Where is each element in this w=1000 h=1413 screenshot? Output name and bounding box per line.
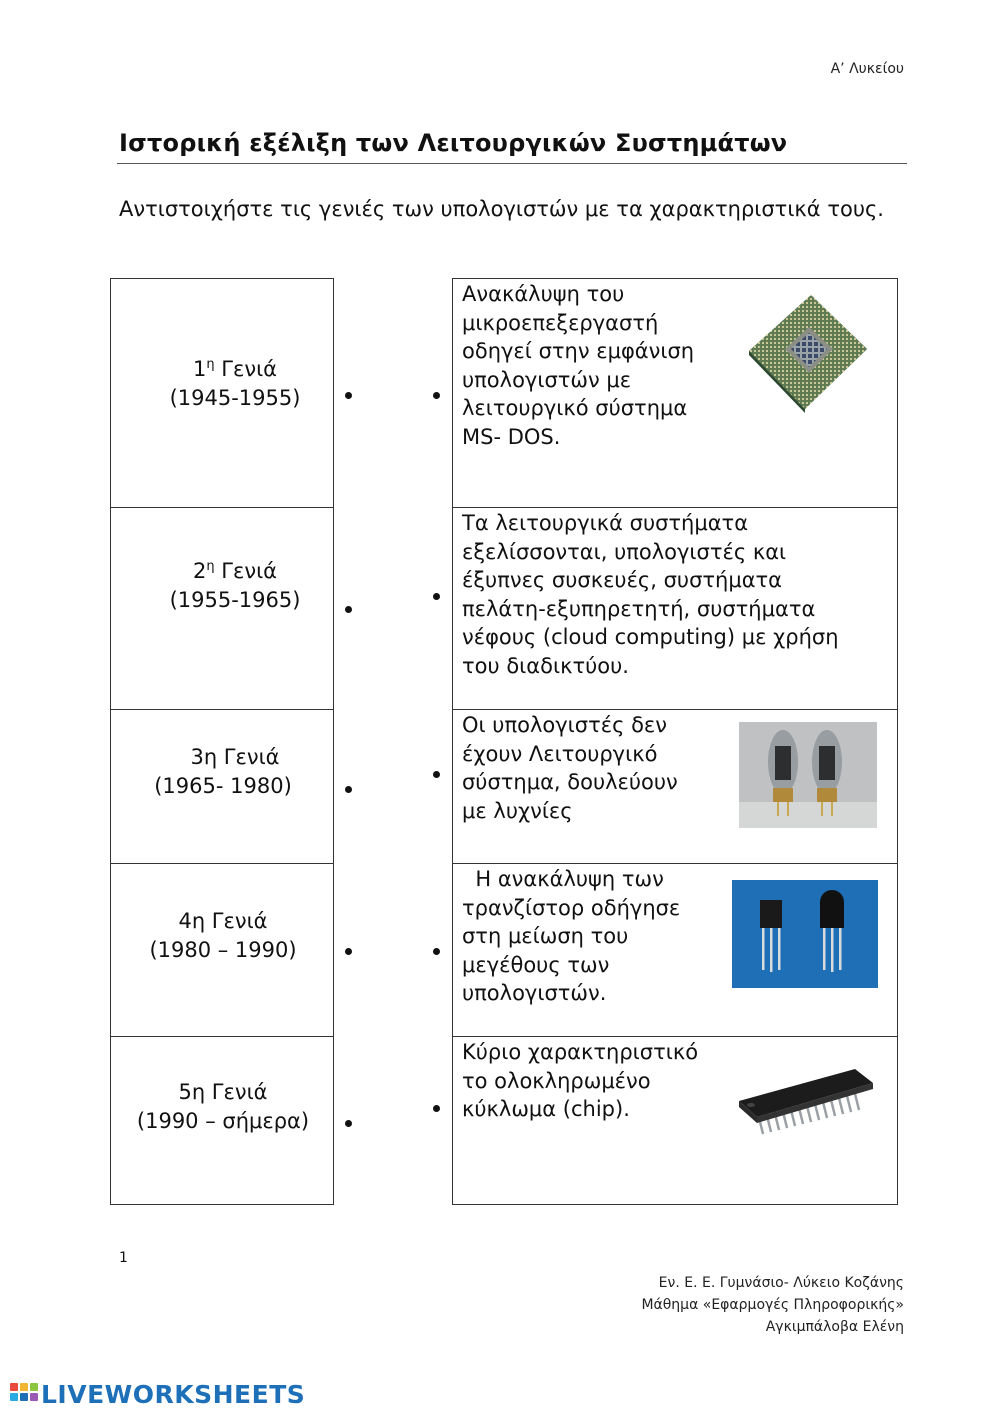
title-underline (117, 163, 907, 164)
generation-years-3: (1965- 1980) (154, 774, 292, 798)
generation-years-1: (1945-1955) (169, 386, 301, 410)
generation-box-3 (110, 709, 334, 864)
logo-text: LIVEWORKSHEETS (41, 1380, 306, 1409)
instruction-text: Αντιστοιχήστε τις γενιές των υπολογιστών με τα χαρακτηριστικά τους. (119, 197, 884, 221)
description-box-3 (452, 709, 898, 864)
match-dot-right-4[interactable] (433, 948, 440, 955)
header-grade: Α’ Λυκείου (830, 61, 904, 77)
match-dot-left-1[interactable] (345, 392, 352, 399)
match-dot-left-3[interactable] (345, 786, 352, 793)
match-dot-left-2[interactable] (345, 606, 352, 613)
vacuum-tubes-image (739, 722, 877, 828)
match-dot-left-4[interactable] (345, 948, 352, 955)
generation-label-5: 5η Γενιά (1990 – σήμερα) (136, 1080, 310, 1133)
match-dot-right-2[interactable] (433, 593, 440, 600)
match-dot-right-5[interactable] (433, 1105, 440, 1112)
generation-label-3: 3η Γενιά (1965- 1980) (154, 745, 292, 798)
description-text-3: Οι υπολογιστές δεν έχουν Λειτουργικό σύστημα, δουλεύουν με λυχνίες (462, 713, 678, 823)
description-box-1 (452, 278, 898, 508)
generation-label-1: $1^\eta$ Γενιά (1945-1955) (169, 357, 301, 410)
description-text-2: Τα λειτουργικά συστήματα εξελίσσονται, υπολογιστές και έξυπνες συσκευές, συστήματα πελάτη-εξυπηρετητή, συστήματα νέφους (cloud computing) με χρήση του διαδικτύου. (462, 511, 839, 678)
chip-image (737, 1061, 877, 1157)
match-dot-right-3[interactable] (433, 771, 440, 778)
footer-course: Μάθημα «Εφαρμογές Πληροφορικής» (641, 1297, 904, 1313)
microprocessor-image (741, 293, 873, 413)
description-text-4: Η ανακάλυψη των τρανζίστορ οδήγησε στη μείωση του μεγέθους των υπολογιστών. (462, 867, 681, 1006)
footer-school: Εν. Ε. Ε. Γυμνάσιο- Λύκειο Κοζάνης (658, 1275, 904, 1291)
generation-years-4: (1980 – 1990) (149, 938, 297, 962)
description-box-5 (452, 1036, 898, 1205)
generation-label-4: 4η Γενιά (1980 – 1990) (149, 909, 297, 962)
description-box-2 (452, 507, 898, 710)
match-dot-left-5[interactable] (345, 1120, 352, 1127)
generation-years-5: (1990 – σήμερα) (136, 1109, 310, 1133)
description-text-5: Κύριο χαρακτηριστικό το ολοκληρωμένο κύκλωμα (chip). (462, 1040, 699, 1122)
footer (560, 1272, 904, 1338)
generation-box-4 (110, 863, 334, 1037)
generation-box-2 (110, 507, 334, 710)
generation-box-5 (110, 1036, 334, 1205)
transistors-image (732, 880, 878, 988)
generation-years-2: (1955-1965) (169, 588, 301, 612)
description-text-1: Ανακάλυψη του μικροεπεξεργαστή οδηγεί στην εμφάνιση υπολογιστών με λειτουργικό σύστημα MS- DOS. (462, 282, 695, 449)
match-dot-right-1[interactable] (433, 392, 440, 399)
page-title: Ιστορική εξέλιξη των Λειτουργικών Συστημάτων (119, 129, 788, 157)
footer-author: Αγκιμπάλοβα Ελένη (765, 1319, 904, 1335)
page-number: 1 (119, 1250, 128, 1266)
generation-box-1 (110, 278, 334, 508)
generation-label-2: $2^\eta$ Γενιά (1955-1965) (169, 559, 301, 612)
description-box-4 (452, 863, 898, 1037)
